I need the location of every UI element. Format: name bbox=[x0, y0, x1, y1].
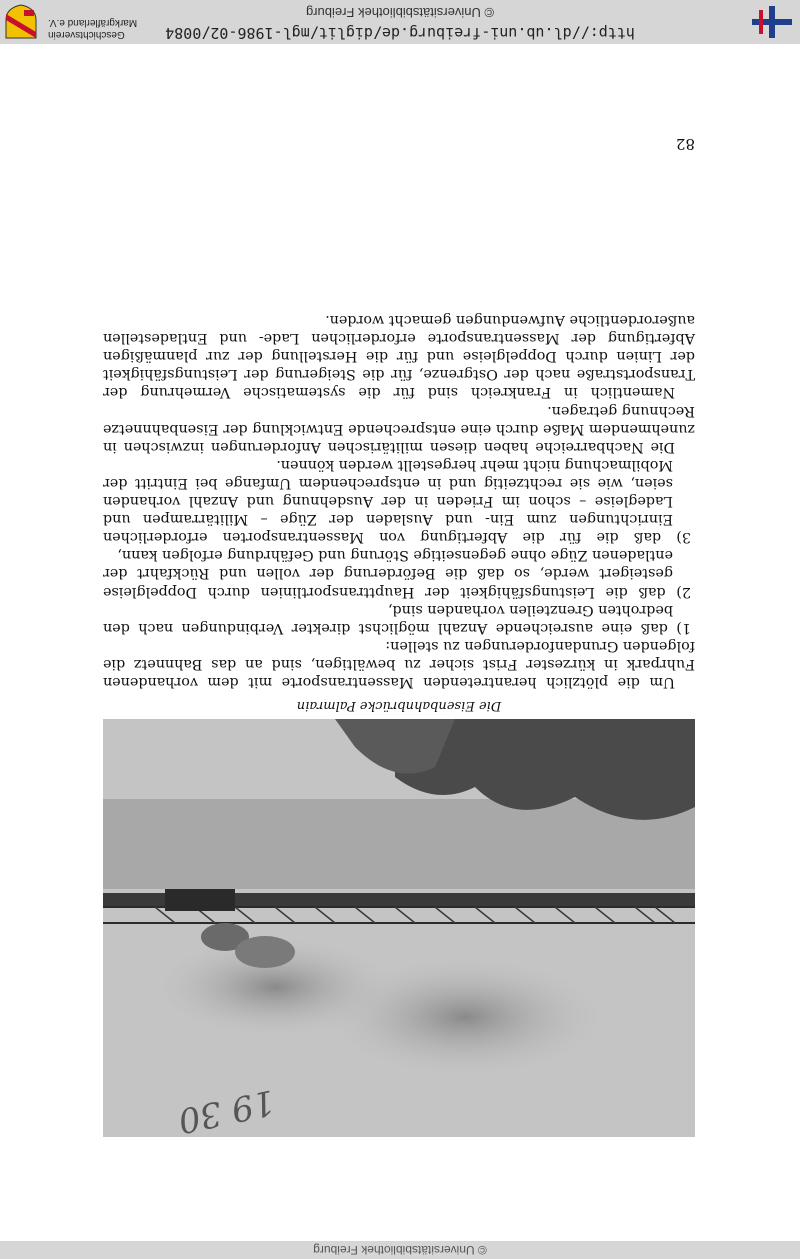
scanned-page bbox=[0, 44, 800, 1241]
requirement-item-3: 3) daß die für die Abfertigung von Massentransporten erforderlichen Einrichtungen zum Ein- und Ausladen der Züge – Militärrampen und Ladegleise – schon im Frieden in der Ausdehnung und Anzahl vorhanden seien, wie sie rechtzeitig und in entsprechendem Umfange bei Eintritt der Mobilmachung nicht mehr hergestellt werden können. bbox=[103, 456, 691, 546]
org-name-line1: Geschichtsverein bbox=[48, 29, 125, 40]
intro-paragraph: Um die plötzlich herantretenden Massentransporte mit dem vorhandenen Fuhrpark in kürzester Frist sicher zu bewältigen, sind an das Bahnnetz die folgenden Grundanforderungen zu stellen: bbox=[103, 637, 695, 690]
page-number: 82 bbox=[675, 135, 695, 153]
paragraph-neighbours: Die Nachbarreiche haben diesen militärischen Anforderungen inzwischen in zunehmendem Maße durch eine entsprechende Entwicklung der Eisenbahnnetze Rechnung getragen. bbox=[103, 402, 695, 455]
org-name-line2: Markgräflerland e.V. bbox=[48, 17, 138, 28]
paragraph-france: Namentlich in Frankreich sind für die systematische Vermehrung der Transportstraße nach der Ostgrenze, für die Steigerung der Leistungsfähigkeit der Linien durch Doppelgleise und für die Herstellung der zur planmäßigen Abfertigung der Massentransporte erforderlichen Lade- und Entladestellen außerordentliche Aufwendungen gemacht worden. bbox=[103, 312, 695, 401]
requirement-item-2: 2) daß die Leistungsfähigkeit der Haupttransportlinien durch Doppelgleise gesteigert werde, so daß die Beförderung der vollen und Rückfahrt der entladenen Züge ohne gegenseitige Störung und Gefährdung erfolgen kann, bbox=[103, 547, 691, 600]
bridge-photograph bbox=[103, 719, 695, 1137]
document-url[interactable]: http://dl.ub.uni-freiburg.de/diglit/mgl-1986-02/0084 bbox=[165, 24, 635, 42]
photo-caption: Die Eisenbahnbrücke Palmrain bbox=[296, 698, 502, 713]
society-crest-icon bbox=[4, 4, 38, 40]
viewer-header-bar bbox=[0, 0, 800, 44]
footer-copyright: © Universitätsbibliothek Freiburg bbox=[313, 1243, 487, 1257]
page-body-text bbox=[103, 311, 695, 691]
library-logo-icon bbox=[752, 6, 792, 38]
handwritten-number: 19 30 bbox=[174, 1081, 279, 1141]
requirement-item-1: 1) daß eine ausreichende Anzahl möglichst direkter Verbindungen nach den bedrohten Grenzteilen vorhanden sind, bbox=[103, 601, 691, 636]
org-label bbox=[48, 16, 198, 40]
viewer-footer-bar bbox=[0, 1241, 800, 1259]
copyright-notice: © Universitätsbibliothek Freiburg bbox=[305, 5, 495, 20]
